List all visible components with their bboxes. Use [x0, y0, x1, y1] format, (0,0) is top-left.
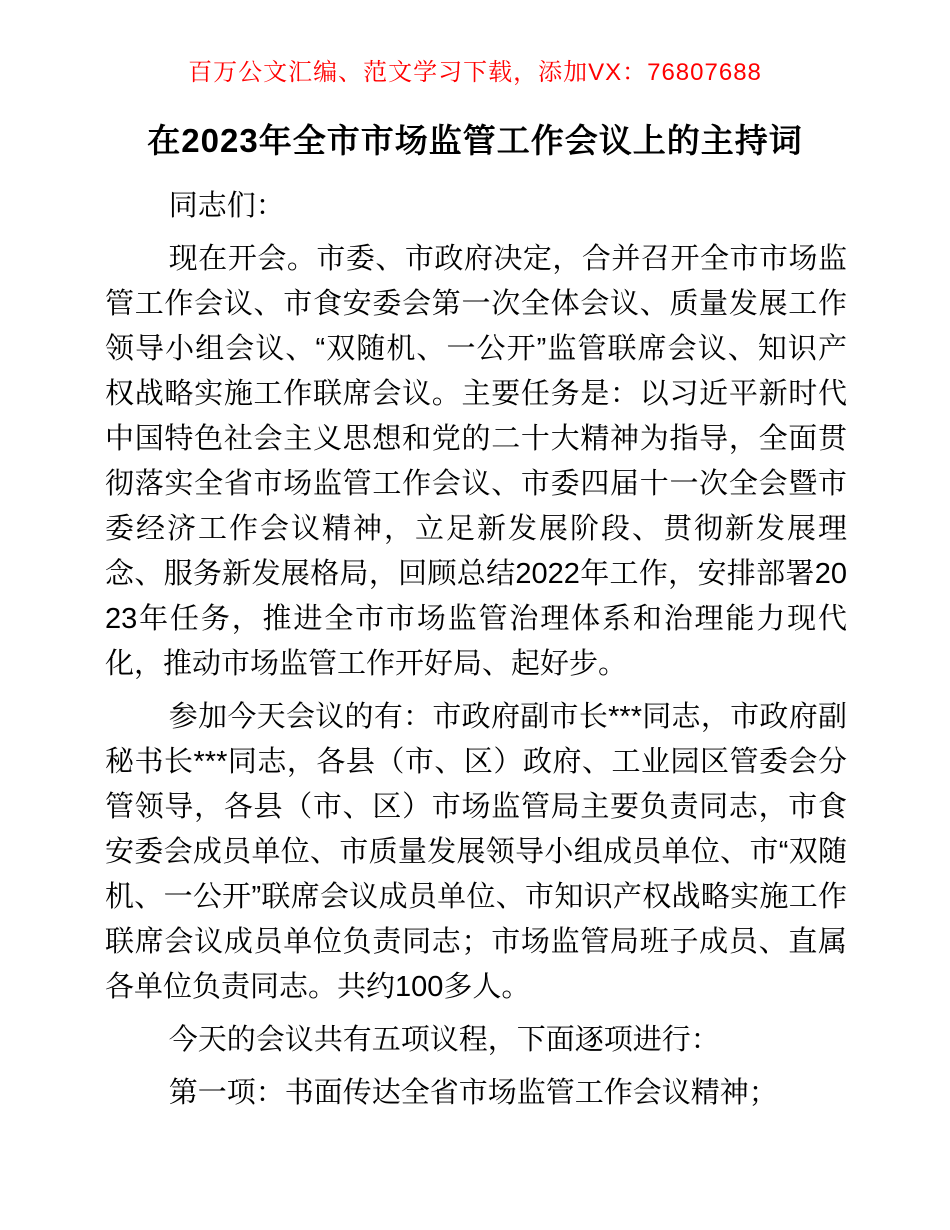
paragraph-attendees: 参加今天会议的有：市政府副市长***同志，市政府副秘书长***同志，各县（市、区）政府、工业园区管委会分管领导，各县（市、区）市场监管局主要负责同志，市食安委会成员单位、市质量发展领导小组成员单位、市“双随机、一公开”联席会议成员单位、市知识产权战略实施工作联席会议成员单位负责同志；市场监管局班子成员、直属各单位负责同志。共约100多人。	[105, 701, 847, 1004]
paragraph-agenda-intro: 今天的会议共有五项议程，下面逐项进行：	[168, 1024, 720, 1057]
paragraph-salutation: 同志们：	[168, 190, 285, 223]
document-title: 在2023年全市市场监管工作会议上的主持词	[147, 122, 803, 159]
paragraph-agenda-item-1: 第一项：书面传达全省市场监管工作会议精神；	[168, 1077, 778, 1110]
paragraph-opening: 现在开会。市委、市政府决定，合并召开全市市场监管工作会议、市食安委会第一次全体会议、质量发展工作领导小组会议、“双随机、一公开”监管联席会议、知识产权战略实施工作联席会议。主要任务是：以习近平新时代中国特色社会主义思想和党的二十大精神为指导，全面贯彻落实全省市场监管工作会议、市委四届十一次全会暨市委经济工作会议精神，立足新发展阶段、贯彻新发展理念、服务新发展格局，回顾总结2022年工作，安排部署2023年任务，推进全市市场监管治理体系和治理能力现代化，推动市场监管工作开好局、起好步。	[105, 243, 847, 681]
document-body	[105, 184, 847, 1116]
header-notice: 百万公文汇编、范文学习下载，添加VX：76807688	[188, 59, 762, 86]
